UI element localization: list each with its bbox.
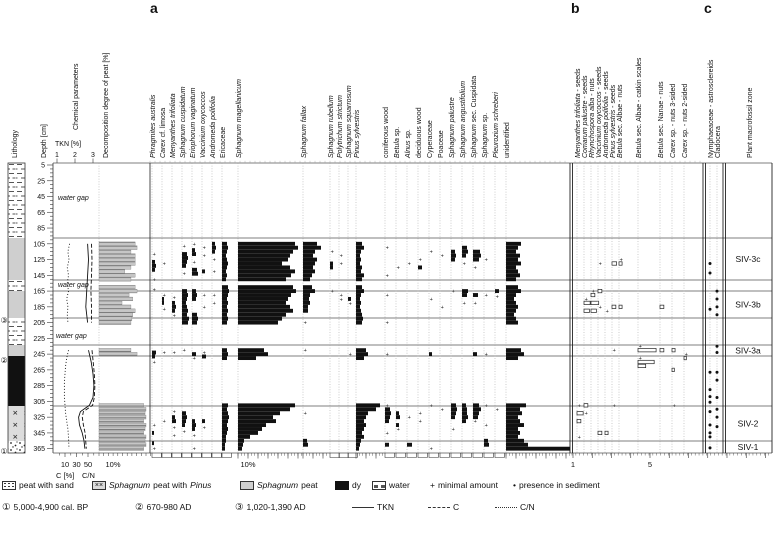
dot-symbol: • (513, 480, 516, 490)
taxon-label: Sphagnum cuspidatum (180, 86, 187, 158)
presence-dot (716, 305, 719, 308)
legend-item (352, 500, 394, 514)
minimal-amount-mark: + (385, 293, 389, 300)
presence-dot (709, 271, 712, 274)
minimal-amount-mark: + (598, 261, 602, 268)
minimal-amount-mark: + (162, 293, 166, 300)
taxon-label: Cyperaceae (427, 120, 434, 158)
minimal-amount-mark: + (162, 419, 166, 426)
circled-number: ② (135, 501, 144, 513)
presence-dot (709, 431, 712, 434)
panel-b-letter: b (571, 0, 580, 16)
depth-tick-label: 45 (37, 194, 45, 202)
minimal-amount-mark: + (152, 360, 156, 366)
panel-c-letter: c (704, 0, 712, 16)
minimal-amount-mark: + (484, 403, 488, 410)
taxon-label: Sphagnum rubellum (328, 95, 335, 158)
minimal-amount-mark: + (172, 350, 176, 357)
chronology-legend (0, 500, 776, 516)
minimal-amount-mark: + (348, 301, 352, 308)
water-gap-label: water gap (58, 282, 89, 289)
presence-dot (716, 396, 719, 399)
minimal-amount-mark: + (385, 430, 389, 437)
depth-tick-label: 5 (41, 162, 45, 170)
taxon-label: Ericaceae (220, 126, 227, 158)
taxon-label: Betula sec. Albae - nuts (617, 84, 624, 158)
legend-text: peat with sand (19, 480, 74, 490)
legend-text: water (389, 480, 410, 490)
cn-axis-label: C/N (82, 471, 95, 480)
legend-item (92, 478, 211, 492)
lithology-water (8, 318, 25, 345)
minimal-amount-mark: + (385, 273, 389, 280)
depth-tick-label: 285 (33, 383, 45, 391)
chronology-marker: ① (0, 447, 8, 456)
minimal-amount-mark: + (192, 433, 196, 440)
zone-label: SIV-1 (737, 442, 759, 452)
c-tick-label: 10 (60, 460, 70, 469)
minimal-amount-mark: + (584, 411, 588, 418)
zone-labels (735, 254, 761, 452)
minimal-amount-mark: + (638, 356, 642, 363)
minimal-amount-mark: + (484, 257, 488, 264)
dashed-line-sample (428, 507, 450, 508)
presence-dot (716, 297, 719, 300)
minimal-amount-mark: + (396, 426, 400, 433)
minimal-amount-mark: + (192, 356, 196, 363)
legend-item (135, 500, 191, 514)
minimal-amount-mark: + (152, 446, 156, 453)
minimal-amount-mark: + (462, 261, 466, 268)
minimal-amount-mark: + (429, 403, 433, 410)
taxon-label: Sphagnum squarrosum (346, 85, 353, 158)
lithology-sphagnum-peat (8, 238, 25, 280)
lithology-peat-sand (8, 441, 25, 453)
lithology-sphagnum-peat (8, 345, 25, 356)
tkn-curve (79, 350, 94, 449)
minimal-amount-mark: + (348, 352, 352, 359)
minimal-amount-mark: + (418, 419, 422, 426)
minimal-amount-mark: + (495, 294, 499, 301)
taxon-label: Vaccinium oxycoccos (200, 91, 207, 158)
minimal-amount-mark: + (212, 269, 216, 276)
legend-item (2, 478, 74, 492)
lithology-sphagnum-peat (8, 291, 25, 318)
c-tick-label: 50 (83, 460, 93, 469)
legend-item (335, 478, 361, 492)
presence-dot (716, 379, 719, 382)
legend-item (495, 500, 535, 514)
minimal-amount-mark: + (385, 403, 389, 410)
presence-dot (716, 351, 719, 354)
taxon-label: Sphagnum palustre (449, 97, 456, 158)
taxon-label: deciduous wood (416, 107, 423, 158)
taxon-label: coniferous wood (383, 107, 390, 158)
legend-text: minimal amount (437, 480, 498, 490)
presence-dot (716, 345, 719, 348)
depth-tick-label: 185 (33, 304, 45, 312)
zone-header: Plant macrofossil zone (747, 87, 754, 158)
minimal-amount-mark: + (172, 433, 176, 440)
taxon-label: Comarum palustre - seeds (582, 75, 589, 158)
presence-dot (716, 408, 719, 411)
panel-c (708, 59, 722, 453)
decomposition-header: Decomposition degree of peat [%] (103, 52, 110, 158)
presence-dot (709, 446, 712, 449)
presence-dot (716, 371, 719, 374)
depth-tick-label: 225 (33, 335, 45, 343)
minimal-amount-mark: + (407, 261, 411, 268)
tkn-axis-label: TKN [%] (55, 141, 82, 148)
minimal-amount-mark: + (182, 348, 186, 355)
legend-item (235, 500, 306, 514)
presence-dot (709, 401, 712, 404)
depth-tick-label: 245 (33, 351, 45, 359)
lithology-water (8, 163, 25, 238)
minimal-amount-mark: + (202, 425, 206, 432)
minimal-amount-mark: + (202, 245, 206, 252)
sand-swatch (2, 481, 16, 490)
minimal-amount-mark: + (182, 271, 186, 278)
legend-text: Pinus (190, 480, 212, 490)
presence-dot (709, 308, 712, 311)
legend-text: 5,000-4,900 cal. BP (13, 502, 89, 512)
minimal-amount-mark: + (339, 261, 343, 268)
taxon-label: Betula sec. Nanae - nuts (658, 81, 665, 158)
panel-a (150, 76, 570, 469)
dotted-line-sample (495, 507, 517, 508)
presence-dot (709, 262, 712, 265)
minimal-amount-mark: + (473, 300, 477, 307)
taxon-label: Pleurozium schreberi (493, 92, 500, 158)
minimal-amount-mark: + (330, 249, 334, 256)
depth-tick-label: 345 (33, 430, 45, 438)
minimal-amount-mark: + (484, 293, 488, 300)
depth-tick-label: 105 (33, 241, 45, 249)
bottom-axis (56, 453, 151, 480)
minimal-amount-mark: + (339, 293, 343, 300)
taxon-label: Andromeda polifolia - seeds (603, 71, 610, 158)
minimal-amount-mark: + (330, 289, 334, 296)
legend-text: Sphagnum (257, 480, 299, 490)
legend-text: peat with (153, 480, 188, 490)
circled-number: ③ (235, 501, 244, 513)
taxon-label: Pinus sylvestris - seeds (610, 84, 617, 158)
xpeat-swatch: ×× (92, 481, 106, 490)
legend-item (428, 500, 459, 514)
c-axis-label: C [%] (56, 471, 75, 480)
minimal-amount-mark: + (684, 352, 688, 359)
minimal-amount-mark: + (212, 293, 216, 300)
c-tick-label: 30 (72, 460, 81, 469)
taxon-label: Menyanthes trifoliata - seeds (575, 68, 582, 158)
presence-dot (709, 410, 712, 413)
minimal-amount-mark: + (429, 296, 433, 303)
legend-item (513, 478, 600, 492)
legend-item (372, 478, 410, 492)
minimal-amount-mark: + (212, 300, 216, 307)
legend-item (430, 478, 498, 492)
minimal-amount-mark: + (451, 426, 455, 433)
presence-dot (709, 371, 712, 374)
minimal-amount-mark: + (440, 253, 444, 260)
minimal-amount-mark: + (202, 293, 206, 300)
minimal-amount-mark: + (192, 241, 196, 248)
depth-tick-label: 25 (37, 178, 45, 186)
depth-tick-label: 65 (37, 209, 45, 217)
minimal-amount-mark: + (429, 249, 433, 256)
minimal-amount-mark: + (584, 296, 588, 303)
lithology-legend (0, 478, 776, 494)
taxon-label: Betula sp. (394, 126, 401, 158)
minimal-amount-mark: + (598, 304, 602, 311)
minimal-amount-mark: + (612, 403, 616, 410)
cn-curve (64, 350, 69, 449)
minimal-amount-mark: + (303, 411, 307, 418)
decomposition-scale-label: 10% (105, 460, 121, 469)
presence-dot (709, 388, 712, 391)
depth-tick-label: 325 (33, 414, 45, 422)
minimal-amount-mark: + (339, 253, 343, 260)
minimal-amount-mark: + (638, 344, 642, 351)
taxon-label: Sphagnum fallax (301, 105, 308, 158)
taxon-label: Eriophorum vaginatum (190, 87, 197, 158)
decomposition-bars (99, 163, 146, 453)
minimal-amount-mark: + (396, 265, 400, 272)
minimal-amount-mark: + (672, 403, 676, 410)
water-gap-label: water gap (58, 195, 89, 202)
depth-tick-label: 165 (33, 288, 45, 296)
taxon-label: Polytrichum strictum (337, 94, 344, 158)
minimal-amount-mark: + (451, 289, 455, 296)
zone-label: SIV-3a (735, 345, 761, 356)
presence-dot (716, 425, 719, 428)
minimal-amount-mark: + (407, 415, 411, 422)
circled-number: ① (2, 501, 11, 513)
legend-text: presence in sediment (518, 480, 600, 490)
solid-line-sample (352, 507, 374, 508)
taxon-label: Pinus sylvestris (354, 109, 361, 158)
minimal-amount-mark: + (612, 348, 616, 355)
minimal-amount-mark: + (385, 245, 389, 252)
tkn-tick-label: 3 (91, 152, 95, 159)
taxon-label: Carex sp. - nuts 2-sided (682, 83, 689, 158)
taxon-label: Carex cf. limosa (160, 107, 167, 158)
minimal-amount-mark: + (172, 425, 176, 432)
minimal-amount-mark: + (339, 297, 343, 304)
minimal-amount-mark: + (484, 352, 488, 359)
plus-symbol: + (430, 480, 435, 490)
minimal-amount-mark: + (172, 313, 176, 320)
minimal-amount-mark: + (577, 434, 581, 441)
minimal-amount-mark: + (162, 261, 166, 268)
lithology-water (8, 280, 25, 291)
taxon-label: Sphagnum sp. (482, 112, 489, 158)
taxon-label: Rhynchospora alba - nuts (589, 78, 596, 158)
minimal-amount-mark: + (202, 304, 206, 311)
legend-text: TKN (377, 502, 394, 512)
minimal-amount-mark: + (162, 350, 166, 357)
minimal-amount-mark: + (418, 411, 422, 418)
taxon-label: Poaceae (438, 130, 445, 158)
lithology-sphagnum-peat-pinus (8, 406, 25, 441)
depth-header: Depth [cm] (41, 124, 48, 158)
minimal-amount-mark: + (577, 403, 581, 410)
minimal-amount-mark: + (192, 259, 196, 266)
tkn-tick-label: 1 (55, 152, 59, 159)
legend-item (240, 478, 318, 492)
presence-dot (709, 435, 712, 438)
lithology-header: Lithology (12, 129, 19, 158)
minimal-amount-mark: + (440, 407, 444, 414)
taxon-label: Andromeda polifolia (210, 96, 217, 158)
minimal-amount-mark: + (440, 304, 444, 311)
gray-swatch (240, 481, 254, 490)
taxon-label: Carex sp. - nuts 3-sided (670, 83, 677, 158)
taxon-label: Sphagnum sec. Cuspidata (471, 75, 478, 158)
minimal-amount-mark: + (605, 308, 609, 315)
minimal-amount-mark: + (182, 244, 186, 251)
minimal-amount-mark: + (484, 423, 488, 430)
depth-tick-label: 145 (33, 272, 45, 280)
c-curve (82, 350, 95, 449)
black-swatch (335, 481, 349, 490)
minimal-amount-mark: + (182, 429, 186, 436)
taxon-label: Sphagnum angustifolium (460, 80, 467, 158)
legend-text: dy (352, 480, 361, 490)
minimal-amount-mark: + (202, 350, 206, 357)
panel-a-scale-label: 10% (240, 460, 256, 469)
taxon-label: Phragmites australis (150, 94, 157, 158)
minimal-amount-mark: + (495, 407, 499, 414)
minimal-amount-mark: + (473, 419, 477, 426)
depth-tick-label: 265 (33, 367, 45, 375)
legend-item (2, 500, 88, 514)
depth-tick-label: 85 (37, 225, 45, 233)
minimal-amount-mark: + (172, 295, 176, 302)
presence-dot (709, 395, 712, 398)
water-gap-label: water gap (56, 333, 87, 340)
depth-tick-label: 125 (33, 257, 45, 265)
legend-text: peat (301, 480, 318, 490)
minimal-amount-mark: + (619, 257, 623, 264)
minimal-amount-mark: + (192, 446, 196, 453)
minimal-amount-mark: + (152, 423, 156, 430)
minimal-amount-mark: + (418, 257, 422, 264)
taxon-label: Alnus sp. (405, 129, 412, 158)
chemical-header: Chemical parameters (73, 63, 80, 130)
panel-a-letter: a (150, 0, 158, 16)
legend-text: 1,020-1,390 AD (246, 502, 306, 512)
minimal-amount-mark: + (172, 409, 176, 416)
minimal-amount-mark: + (303, 320, 307, 327)
presence-dot (716, 290, 719, 293)
legend-text: C (453, 502, 460, 512)
minimal-amount-mark: + (152, 287, 156, 294)
minimal-amount-mark: + (591, 289, 595, 296)
presence-dot (709, 424, 712, 427)
chronology-marker: ③ (0, 316, 8, 325)
depth-axis (33, 163, 53, 454)
zone-label: SIV-3b (735, 299, 761, 310)
taxon-label: Vaccinium oxycoccos - seeds (596, 66, 603, 158)
panel-b-tick-label: 1 (570, 460, 576, 469)
minimal-amount-mark: + (303, 348, 307, 355)
minimal-amount-mark: + (385, 352, 389, 359)
minimal-amount-mark: + (212, 257, 216, 264)
minimal-amount-mark: + (152, 252, 156, 259)
taxon-label: unidentified (504, 122, 511, 158)
chronology-marker: ② (0, 356, 8, 365)
tkn-tick-label: 2 (73, 152, 77, 159)
minimal-amount-mark: + (473, 265, 477, 272)
c-curve (91, 244, 92, 323)
depth-tick-label: 205 (33, 320, 45, 328)
minimal-amount-mark: + (385, 320, 389, 327)
depth-tick-label: 365 (33, 446, 45, 454)
lithology-dy (8, 356, 25, 406)
depth-tick-label: 305 (33, 398, 45, 406)
zone-label: SIV-3c (735, 254, 761, 264)
taxon-label: Nymphaeaceae - astrosclereids (708, 59, 715, 158)
legend-text: C/N (520, 502, 535, 512)
taxon-label: Betula sec. Albae - catkin scales (636, 57, 643, 158)
panel-b-tick-label: 5 (647, 460, 653, 469)
legend-text: 670-980 AD (146, 502, 192, 512)
presence-dot (716, 313, 719, 316)
minimal-amount-mark: + (462, 300, 466, 307)
minimal-amount-mark: + (429, 446, 433, 453)
water-swatch (372, 481, 386, 490)
minimal-amount-mark: + (152, 277, 156, 284)
taxon-label: Cladocera (715, 126, 722, 158)
legend-text: Sphagnum (109, 480, 151, 490)
zone-label: SIV-2 (737, 418, 759, 429)
taxon-label: Sphagnum magellanicum (236, 79, 243, 158)
minimal-amount-mark: + (162, 307, 166, 314)
presence-dot (716, 416, 719, 419)
minimal-amount-mark: + (202, 253, 206, 260)
lithology-column (1, 163, 26, 456)
taxon-label: Menyanthes trifoliata (170, 93, 177, 158)
